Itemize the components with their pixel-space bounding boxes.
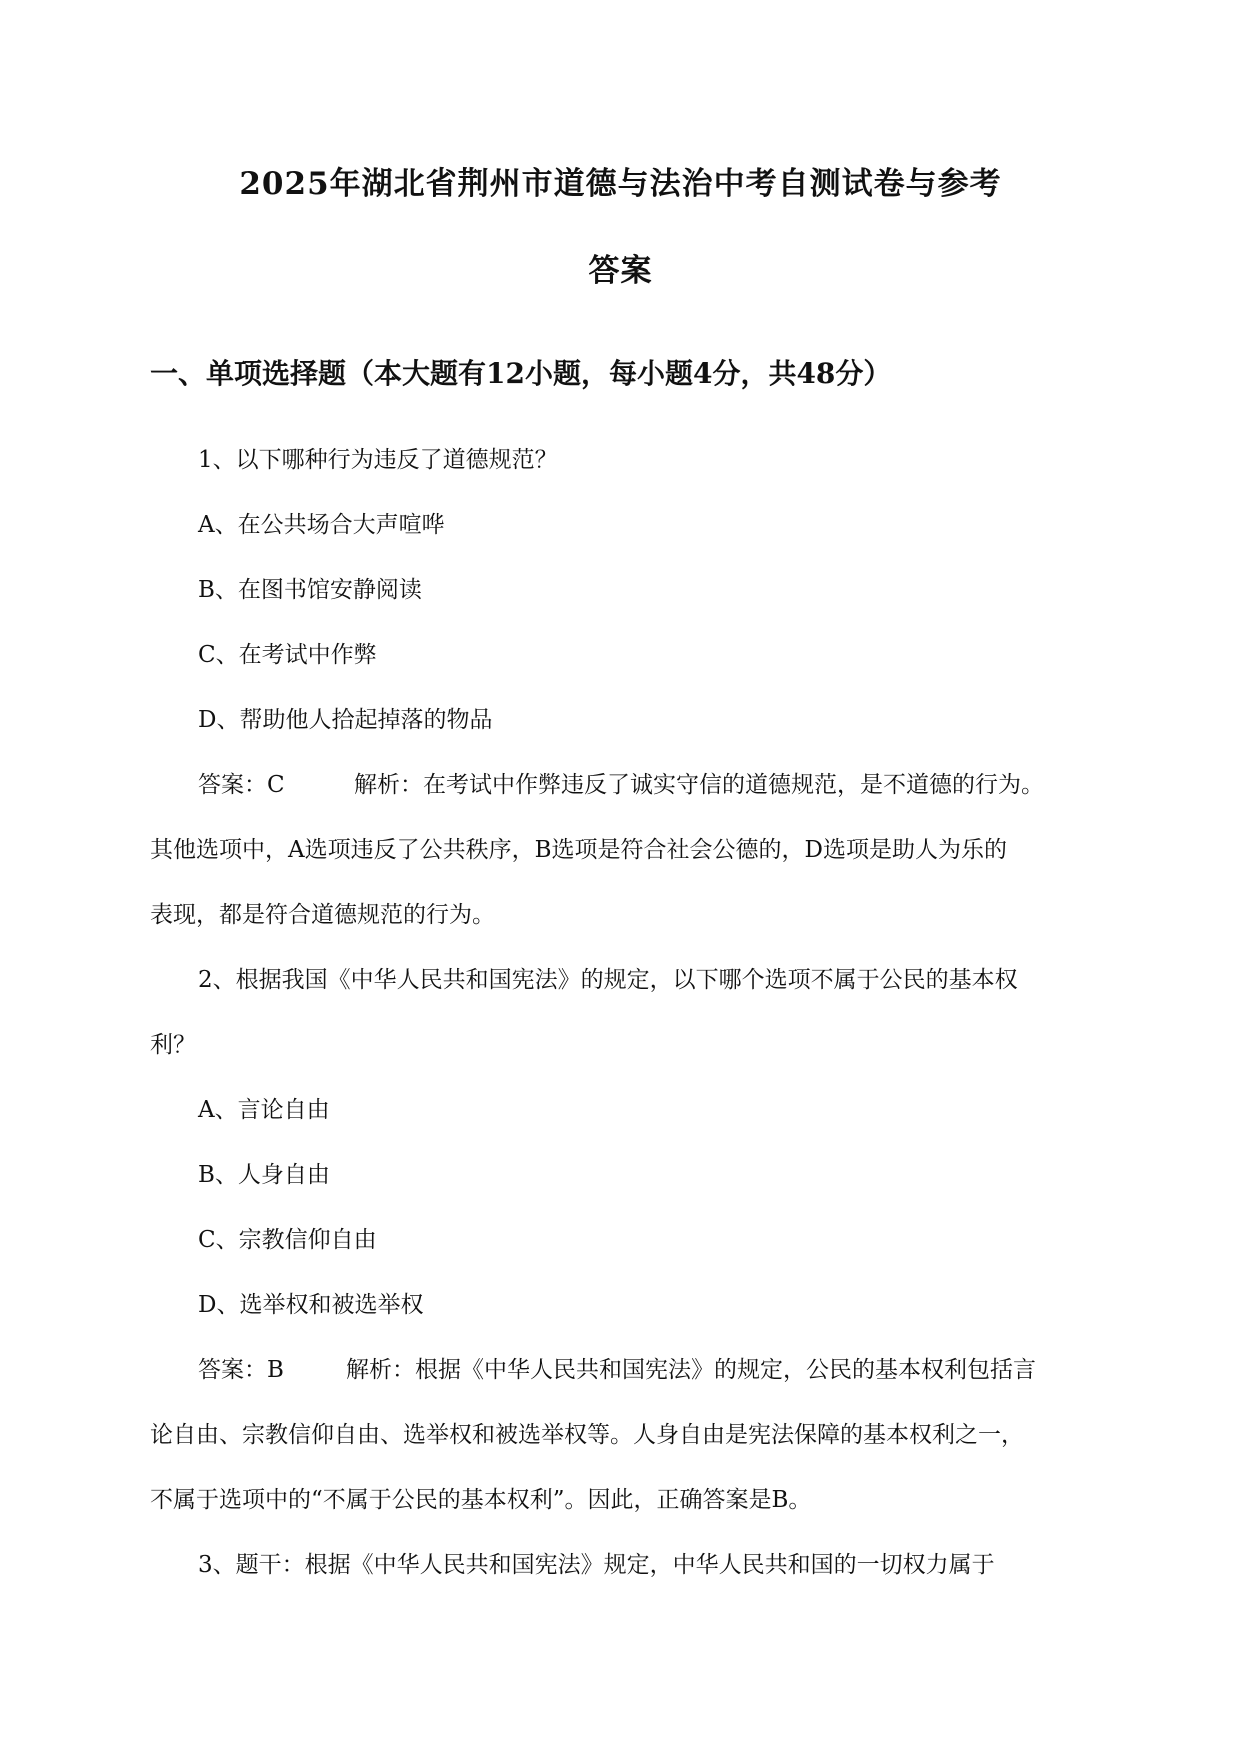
question-2-analysis-line1: 解析：根据《中华人民共和国宪法》的规定，公民的基本权利包括言: [346, 1357, 1036, 1383]
question-2-option-c: C、宗教信仰自由: [198, 1227, 377, 1253]
section-heading: 一、单项选择题（本大题有12小题，每小题4分，共48分）: [150, 357, 892, 390]
question-2-option-d: D、选举权和被选举权: [198, 1292, 424, 1318]
question-2-stem-line1: 2、根据我国《中华人民共和国宪法》的规定，以下哪个选项不属于公民的基本权: [198, 967, 1018, 993]
question-1-analysis-line2: 其他选项中，A选项违反了公共秩序，B选项是符合社会公德的，D选项是助人为乐的: [150, 837, 1007, 863]
question-1-stem: 1、以下哪种行为违反了道德规范？: [198, 447, 558, 473]
question-1-answer: 答案：C: [198, 772, 285, 798]
question-2-answer: 答案：B: [198, 1357, 284, 1383]
question-1-analysis-line1: 解析：在考试中作弊违反了诚实守信的道德规范，是不道德的行为。: [354, 772, 1044, 798]
question-1-option-c: C、在考试中作弊: [198, 642, 377, 668]
question-1-option-b: B、在图书馆安静阅读: [198, 577, 422, 603]
question-1-option-a: A、在公共场合大声喧哗: [198, 512, 445, 538]
question-2-analysis-line2: 论自由、宗教信仰自由、选举权和被选举权等。人身自由是宪法保障的基本权利之一，: [150, 1422, 1024, 1448]
document-title-line2: 答案: [588, 253, 653, 289]
question-1-option-d: D、帮助他人拾起掉落的物品: [198, 707, 493, 733]
question-1-analysis-line3: 表现，都是符合道德规范的行为。: [150, 902, 495, 928]
question-2-stem-line2: 利？: [150, 1032, 196, 1058]
question-2-analysis-line3: 不属于选项中的“不属于公民的基本权利”。因此，正确答案是B。: [150, 1487, 812, 1513]
question-2-option-a: A、言论自由: [198, 1097, 330, 1123]
question-2-option-b: B、人身自由: [198, 1162, 330, 1188]
question-3-stem: 3、题干：根据《中华人民共和国宪法》规定，中华人民共和国的一切权力属于: [198, 1552, 995, 1578]
document-title-line1: 2025年湖北省荆州市道德与法治中考自测试卷与参考: [239, 166, 1002, 202]
